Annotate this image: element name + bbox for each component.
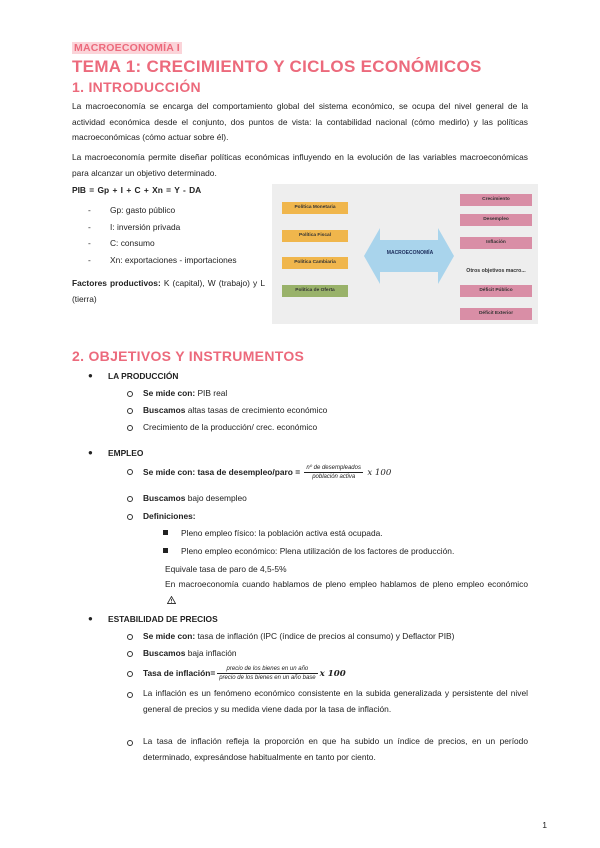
double-arrow-icon: [364, 222, 454, 290]
produccion-title: LA PRODUCCIÓN: [108, 371, 179, 381]
subject-label: MACROECONOMÍA I: [74, 42, 180, 54]
pib-formula: PIB = Gp + I + C + Xn = Y - DA: [72, 185, 202, 195]
bullet-icon: ●: [88, 448, 93, 457]
list-item: - I: inversión privada: [88, 221, 181, 232]
precios-para1: La inflación es un fenómeno económico consistente en la subida generalizada y persistente del nivel general de precios y su medida viene dada por la tasa de inflación.: [143, 688, 528, 714]
empleo-def1: Pleno empleo físico: la población activa está ocupada.: [181, 528, 383, 538]
empleo-fraction: $\frac{\text{nº de desempleados}}{\text{población activa}}$: [306, 465, 361, 481]
list-item: - C: consumo: [88, 238, 155, 249]
precios-tasa: Tasa de inflación= $\frac{\text{precio de los bienes en un año}}{\text{precio de los bienes en un año base}}$ x 100: [143, 666, 346, 682]
empleo-definiciones: Definiciones:: [143, 511, 196, 521]
empleo-title: EMPLEO: [108, 448, 144, 458]
list-item: - Xn: exportaciones - importaciones: [88, 254, 237, 265]
objective-box: Déficit Público: [460, 285, 532, 297]
produccion-extra: Crecimiento de la producción/ crec. económico: [143, 422, 318, 432]
produccion-busca: Buscamos altas tasas de crecimiento económico: [143, 405, 328, 415]
precios-busca: Buscamos baja inflación: [143, 648, 237, 658]
intro-paragraph-1: La macroeconomía se encarga del comportamiento global del sistema económico, se ocupa del nivel general de la actividad económica desde el conjunto, dos puntos de vista: la contabilidad nacional (cómo medirlo) y las políticas macroeconómicas (cómo actuar sobre él).: [72, 101, 528, 142]
precios-mide: Se mide con: tasa de inflación (IPC (índice de precios al consumo) y Deflactor PIB): [143, 631, 455, 641]
empleo-busca: Buscamos bajo desempleo: [143, 493, 247, 503]
empleo-note2: En macroeconomía cuando hablamos de pleno empleo hablamos de pleno empleo económico: [165, 577, 528, 608]
policy-box: Política Monetaria: [282, 202, 348, 214]
precios-para2: La tasa de inflación refleja la proporción en que ha subido un índice de precios, en un período determinado, expresándose habitualmente en tanto por ciento.: [143, 736, 528, 762]
circle-bullet-icon: [127, 671, 133, 677]
bullet-icon: ●: [88, 614, 93, 623]
factors-label: Factores productivos:: [72, 278, 161, 288]
section-heading-objectives: 2. OBJETIVOS Y INSTRUMENTOS: [72, 348, 305, 364]
square-bullet-icon: [163, 530, 168, 535]
objective-box: Desempleo: [460, 214, 532, 226]
factors-paragraph: [72, 275, 265, 307]
precios-title: ESTABILIDAD DE PRECIOS: [108, 614, 218, 624]
objective-box: Crecimiento: [460, 194, 532, 206]
circle-bullet-icon: [127, 391, 133, 397]
objective-text: Otros objetivos macro...: [466, 268, 526, 274]
diagram-center-label: MACROECONOMÍA: [386, 250, 434, 256]
policy-box: Política Fiscal: [282, 230, 348, 242]
intro-paragraph-2: La macroeconomía permite diseñar políticas económicas influyendo en la evolución de las variables macroeconómicas para alcanzar un objetivo determinado.: [72, 152, 528, 178]
page-title: TEMA 1: CRECIMIENTO Y CICLOS ECONÓMICOS: [72, 57, 482, 76]
square-bullet-icon: [163, 548, 168, 553]
circle-bullet-icon: [127, 634, 133, 640]
circle-bullet-icon: [127, 651, 133, 657]
objective-box: Déficit Exterior: [460, 308, 532, 320]
warning-icon: [167, 596, 176, 604]
objective-box: Inflación: [460, 237, 532, 249]
bullet-icon: ●: [88, 371, 93, 380]
policy-box: Política Cambiaria: [282, 257, 348, 269]
empleo-def2: Pleno empleo económico: Plena utilización de los factores de producción.: [181, 546, 455, 556]
circle-bullet-icon: [127, 469, 133, 475]
circle-bullet-icon: [127, 740, 133, 746]
circle-bullet-icon: [127, 425, 133, 431]
circle-bullet-icon: [127, 496, 133, 502]
circle-bullet-icon: [127, 692, 133, 698]
policy-box: Política de Oferta: [282, 285, 348, 297]
inflacion-fraction: $\frac{\text{precio de los bienes en un año}}{\text{precio de los bienes en un año base}}$: [219, 666, 316, 682]
factors-text: K (capital), W (trabajo) y L (tierra): [72, 278, 265, 304]
empleo-mide: Se mide con: tasa de desempleo/paro = $\frac{\text{nº de desempleados}}{\text{población activa}}$ x 100: [143, 465, 392, 481]
circle-bullet-icon: [127, 514, 133, 520]
macro-policy-diagram: [272, 184, 538, 324]
empleo-note1: Equivale tasa de paro de 4,5-5%: [165, 564, 287, 574]
page-number: 1: [542, 820, 547, 830]
list-item: - Gp: gasto público: [88, 205, 176, 215]
produccion-mide: Se mide con: PIB real: [143, 388, 228, 398]
pib-components-list: [88, 202, 237, 268]
circle-bullet-icon: [127, 408, 133, 414]
section-heading-intro: 1. INTRODUCCIÓN: [72, 79, 201, 95]
